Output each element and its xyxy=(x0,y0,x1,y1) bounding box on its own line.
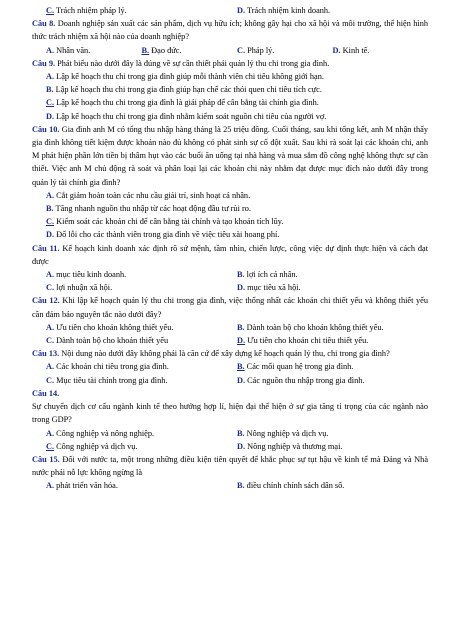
answer-row xyxy=(46,427,428,440)
question-15 xyxy=(32,453,428,479)
answer-row xyxy=(46,321,428,334)
answer-option[interactable]: A. phát triển văn hóa. xyxy=(46,481,118,491)
answer-row xyxy=(46,374,428,387)
answer-row xyxy=(46,281,428,294)
answer-option[interactable] xyxy=(237,4,428,17)
answer-option[interactable]: B. Nông nghiệp và dịch vụ. xyxy=(237,428,329,438)
question-number: Câu 14. xyxy=(32,388,60,398)
answer-option[interactable]: D. Các nguồn thu nhập trong gia đình. xyxy=(237,375,365,385)
answer-row xyxy=(46,440,428,453)
answer-option[interactable]: B. lợi ích cá nhân. xyxy=(237,270,298,280)
answer-letter: D. xyxy=(237,6,246,15)
answer-row xyxy=(46,479,428,492)
answer-option[interactable]: A. Nhân văn. xyxy=(46,45,91,55)
answer-option[interactable]: D. Kinh tế. xyxy=(332,45,370,55)
answer-option[interactable]: C. lợi nhuận xã hội. xyxy=(46,283,113,293)
question-number: Câu 11. xyxy=(32,243,60,253)
question-text: Sự chuyển dịch cơ cấu ngành kinh tế theo hướng hợp lí, hiện đại thể hiện ở sự gia tăng tỉ trọng của các ngành nào trong GDP? xyxy=(32,402,428,425)
answer-text: Trách nhiệm pháp lý. xyxy=(54,6,127,15)
answer-option[interactable]: D. mục tiêu xã hội. xyxy=(237,283,301,293)
question-number: Câu 9. xyxy=(32,58,56,68)
answer-row xyxy=(46,360,428,373)
question-14-number xyxy=(32,387,428,400)
question-text: Phát biểu nào dưới đây là đúng về sự cần thiết phải quản lý thu chi trong gia đình. xyxy=(55,58,330,68)
answer-option[interactable]: D. Ưu tiên cho khoản chi tiêu thiết yếu. xyxy=(237,336,369,346)
question-number: Câu 12. xyxy=(32,296,60,306)
answer-option[interactable]: A. Ưu tiên cho khoản không thiết yếu. xyxy=(46,322,174,332)
question-12 xyxy=(32,294,428,320)
answer-option[interactable]: A. mục tiêu kinh doanh. xyxy=(46,270,127,280)
answer-option[interactable]: D. Nông nghiệp và thương mại. xyxy=(237,441,343,451)
answer-option[interactable]: B. Lập kế hoạch thu chi trong gia đình giúp hạn chế các thói quen chi tiêu tích cực. xyxy=(46,85,322,95)
question-text: Kế hoạch kinh doanh xác định rõ sứ mệnh, tầm nhìn, chiến lược, công việc dự định thực hiện và cách đạt được xyxy=(32,243,428,266)
question-13 xyxy=(32,347,428,360)
answer-row xyxy=(46,268,428,281)
answer-row xyxy=(32,4,428,17)
question-text: Nội dung nào dưới đây không phải là căn cứ để xây dựng kế hoạch quản lý thu, chi trong gia đình? xyxy=(59,349,390,359)
answer-option[interactable]: A. Các khoản chi tiêu trong gia đình. xyxy=(46,362,169,372)
answer-option[interactable]: D. Lập kế hoạch thu chi trong gia đình nhằm kiểm soát nguồn chi tiêu của người vợ. xyxy=(46,111,327,121)
answer-option[interactable]: B. Các mối quan hệ trong gia đình. xyxy=(237,362,354,372)
answer-row xyxy=(46,334,428,347)
question-text: Doanh nghiệp sản xuất các sản phẩm, dịch vụ hữu ích; không gây hại cho xã hội và môi trường, thể hiện hình thức trách nhiệm xã hội nào của doanh nghiệp? xyxy=(32,19,428,42)
question-text: Khi lập kế hoạch quản lý thu chi trong gia đình, việc thống nhất các khoản chi thiết yếu và không thiết yếu cần đảm bảo nguyên tắc nào dưới đây? xyxy=(32,296,428,319)
question-number: Câu 15. xyxy=(32,454,60,464)
question-8 xyxy=(32,17,428,43)
answer-option[interactable]: C. Lập kế hoạch thu chi trong gia đình là giải pháp để cân bằng tài chính gia đình. xyxy=(46,98,319,108)
question-text: Đối với nước ta, một trong những điều kiện tiên quyết để khắc phục sự tụt hậu về kinh tế mà Đảng và Nhà nước phải nỗ lực không ngừng là xyxy=(32,454,428,478)
answer-option[interactable]: C. Pháp lý. xyxy=(237,45,275,55)
answer-option[interactable]: C. Mục tiêu tài chính trong gia đình. xyxy=(46,375,168,385)
answer-option[interactable]: A. Lập kế hoạch thu chi trong gia đình giúp mỗi thành viên chi tiêu không giới hạn. xyxy=(46,72,324,82)
answer-option[interactable]: A. Công nghiệp và nông nghiệp. xyxy=(46,428,155,438)
answer-option[interactable]: C. Công nghiệp và dịch vụ. xyxy=(46,441,138,451)
answer-option[interactable]: B. Đạo đức. xyxy=(141,45,182,55)
answer-letter: C. xyxy=(46,6,55,15)
question-14 xyxy=(32,400,428,426)
question-11 xyxy=(32,242,428,268)
question-number: Câu 13. xyxy=(32,349,60,359)
answer-option[interactable]: B. Dành toàn bộ cho khoản không thiết yếu. xyxy=(237,322,384,332)
question-number: Câu 10. xyxy=(32,124,60,134)
answer-row xyxy=(46,44,428,57)
answer-option[interactable]: B. điều chỉnh chính sách dân số. xyxy=(237,481,345,491)
answer-option[interactable]: B. Tăng nhanh nguồn thu nhập từ các hoạt động đầu tư rủi ro. xyxy=(46,204,251,214)
answer-option[interactable]: C. Kiểm soát các khoản chi để cân bằng tài chính và tạo khoản tích lũy. xyxy=(46,217,284,227)
question-10 xyxy=(32,123,428,189)
question-9 xyxy=(32,57,428,70)
answer-text: Trách nhiệm kinh doanh. xyxy=(245,6,331,15)
question-text: Gia đình anh M có tổng thu nhập hàng tháng là 25 triệu đồng. Cuối tháng, sau khi tổng kết, anh M nhận thấy gia đình không tiết kiệm được khoản nào đủ không có phát sinh sự cố đột xuất. Sau khi rà soát lại các khoản chi, anh M phát hiện phần lớn tiền bị thâm hụt vào các buổi ăn uống tại nhà hàng và mua sắm đồ công nghệ không thực sự cần thiết. Việc anh M chủ động rà soát và phân loại lại các khoản chi này nhằm đạt được mục đích nào dưới đây trong quản lý tài chính gia đình? xyxy=(32,124,428,187)
answer-option[interactable]: D. Đổ lỗi cho các thành viên trong gia đình về việc tiêu xài hoang phí. xyxy=(46,230,280,240)
question-number: Câu 8. xyxy=(32,19,56,29)
answer-option[interactable] xyxy=(46,4,237,17)
answer-option[interactable]: A. Cắt giảm hoàn toàn các nhu cầu giải trí, sinh hoạt cá nhân. xyxy=(46,190,251,200)
answer-option[interactable]: C. Dành toàn bộ cho khoản thiết yếu xyxy=(46,336,169,346)
